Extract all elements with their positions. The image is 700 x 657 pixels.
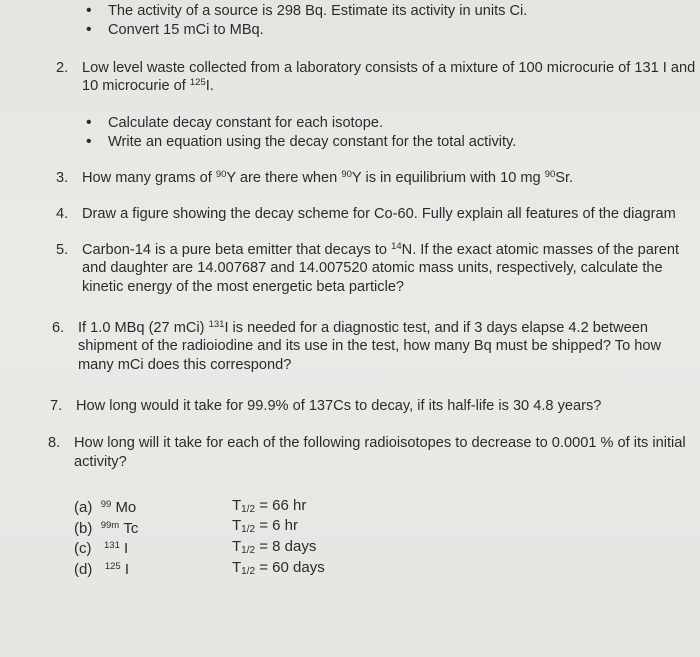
question-number: 7. xyxy=(50,398,63,414)
bullet-dot: • xyxy=(86,2,92,19)
q6-line-2: shipment of the radioiodine and its use in the test, how many Bq must be shipped? To how xyxy=(78,338,662,354)
q8-line-1: How long will it take for each of the following radioisotopes to decrease to 0.0001 % of its initial xyxy=(74,435,686,451)
isotope-row-a: (a) $^{99}$ Mo xyxy=(74,499,137,516)
question-number: 4. xyxy=(56,206,69,222)
isotope-row-b: (b) $^{99m}$ Tc xyxy=(74,520,139,537)
q2-bullet-2: Write an equation using the decay constant for the total activity. xyxy=(108,134,517,150)
q2-bullet-1: Calculate decay constant for each isotope. xyxy=(108,115,384,131)
half-life-a: $T_{1/2} = 66$ hr xyxy=(232,497,307,515)
isotope-row-d: (d) $^{125}$ I xyxy=(74,561,130,578)
q7-text: How long would it take for 99.9% of 137Cs to decay, if its half-life is 30 4.8 years? xyxy=(76,398,602,414)
q2-line-2: 10 microcurie of $^{125}$I. xyxy=(82,77,214,94)
q4-text: Draw a figure showing the decay scheme for Co-60. Fully explain all features of the diagram xyxy=(82,206,676,222)
q3-text: How many grams of $^{90}$Y are there when $^{90}$Y is in equilibrium with 10 mg $^{90}$Sr. xyxy=(82,169,574,186)
q5-line-2: and daughter are 14.007687 and 14.007520 atomic mass units, respectively, calculate the xyxy=(82,260,663,276)
bullet-dot: • xyxy=(86,114,92,131)
q2-line-1: Low level waste collected from a laboratory consists of a mixture of 100 microcurie of 131 I and xyxy=(82,60,696,76)
half-life-d: $T_{1/2} = 60$ days xyxy=(232,559,325,577)
question-number: 5. xyxy=(56,242,69,258)
q5-line-1: Carbon-14 is a pure beta emitter that decays to $^{14}$N. If the exact atomic masses of the parent xyxy=(82,241,680,258)
half-life-c: $T_{1/2} = 8$ days xyxy=(232,538,317,556)
bullet-dot: • xyxy=(86,133,92,150)
q6-line-3: many mCi does this correspond? xyxy=(78,357,292,373)
q5-line-3: kinetic energy of the most energetic beta particle? xyxy=(82,279,405,295)
question-number: 2. xyxy=(56,60,69,76)
q8-line-2: activity? xyxy=(74,454,127,470)
bullet-dot: • xyxy=(86,21,92,38)
question-number: 6. xyxy=(52,320,65,336)
question-number: 8. xyxy=(48,435,61,451)
question-number: 3. xyxy=(56,170,69,186)
q6-line-1: If 1.0 MBq (27 mCi) $^{131}$I is needed for a diagnostic test, and if 3 days elapse 4.2 between xyxy=(78,319,648,336)
top-bullet-1: The activity of a source is 298 Bq. Estimate its activity in units Ci. xyxy=(108,3,528,19)
half-life-b: $T_{1/2} = 6$ hr xyxy=(232,517,299,535)
top-bullet-2: Convert 15 mCi to MBq. xyxy=(108,22,264,38)
isotope-row-c: (c) $^{131}$ I xyxy=(74,540,129,557)
